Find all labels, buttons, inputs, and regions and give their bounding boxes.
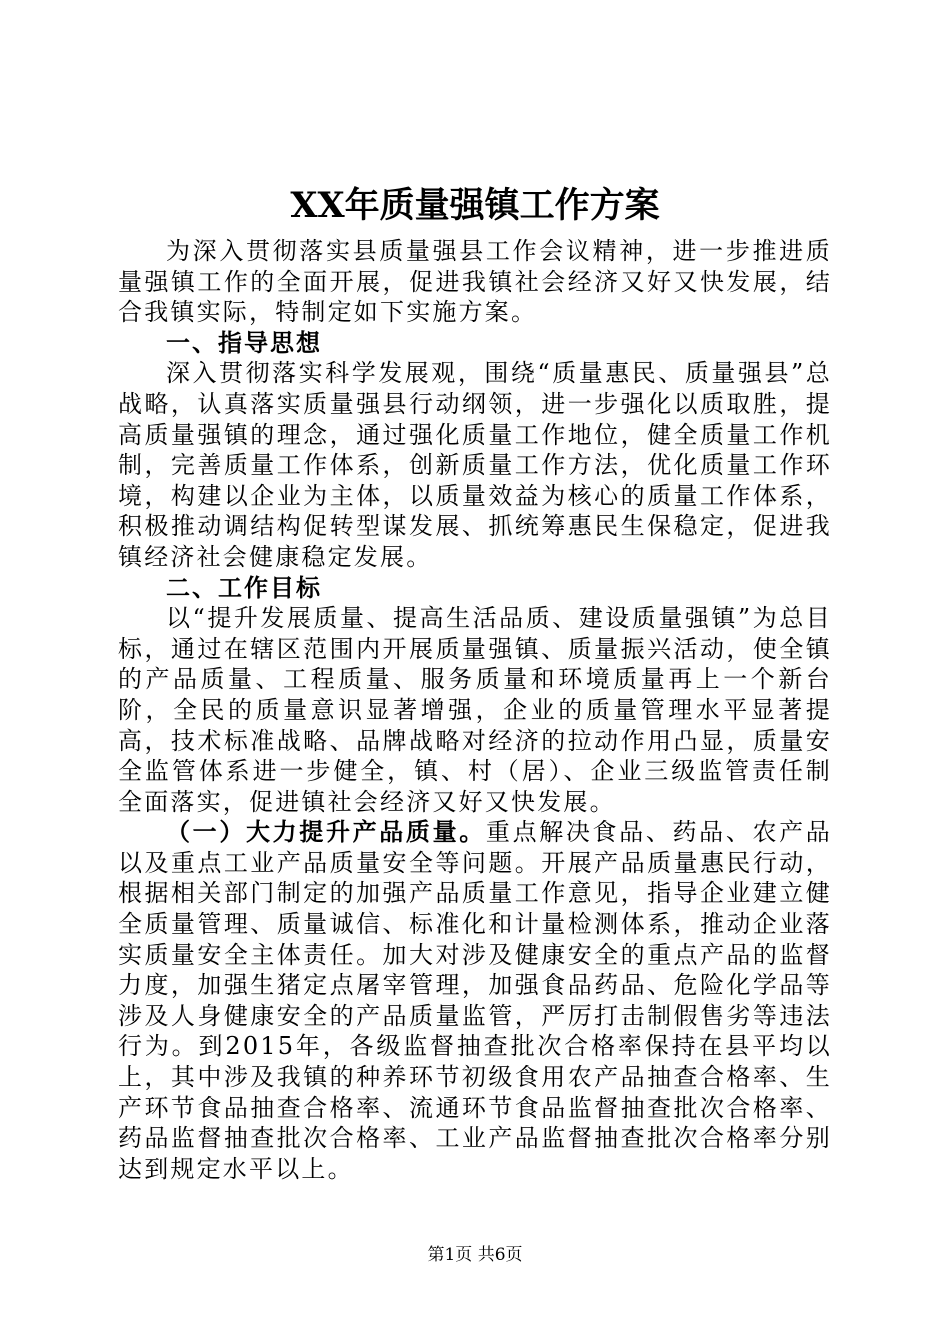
intro-paragraph: 为深入贯彻落实县质量强县工作会议精神，进一步推进质量强镇工作的全面开展，促进我镇社会经济又好又快发展，结合我镇实际，特制定如下实施方案。	[118, 237, 832, 327]
product-quality-paragraph	[118, 817, 832, 1184]
guiding-ideology-paragraph: 深入贯彻落实科学发展观，围绕“质量惠民、质量强县”总战略，认真落实质量强县行动纲领，进一步强化以质取胜，提高质量强镇的理念，通过强化质量工作地位，健全质量工作机制，完善质量工作体系，创新质量工作方法，优化质量工作环境，构建以企业为主体，以质量效益为核心的质量工作体系，积极推动调结构促转型谋发展、抓统筹惠民生保稳定，促进我镇经济社会健康稳定发展。	[118, 359, 832, 571]
section-heading-work-goals: 二、工作目标	[166, 573, 322, 602]
section-heading-guiding-ideology: 一、指导思想	[166, 328, 322, 357]
product-quality-lead: （一）大力提升产品质量。	[166, 818, 486, 847]
document-body	[118, 236, 832, 1184]
page-number: 第1页 共6页	[427, 1245, 523, 1265]
work-goals-paragraph: 以“提升发展质量、提高生活品质、建设质量强镇”为总目标，通过在辖区范围内开展质量强镇、质量振兴活动，使全镇的产品质量、工程质量、服务质量和环境质量再上一个新台阶，全民的质量意识显著增强，企业的质量管理水平显著提高，技术标准战略、品牌战略对经济的拉动作用凸显，质量安全监管体系进一步健全，镇、村（居）、企业三级监管责任制全面落实，促进镇社会经济又好又快发展。	[118, 604, 832, 816]
product-quality-body: 重点解决食品、药品、农产品以及重点工业产品质量安全等问题。开展产品质量惠民行动，根据相关部门制定的加强产品质量工作意见，指导企业建立健全质量管理、质量诚信、标准化和计量检测体系，推动企业落实质量安全主体责任。加大对涉及健康安全的重点产品的监督力度，加强生猪定点屠宰管理，加强食品药品、危险化学品等涉及人身健康安全的产品质量监管，严厉打击制假售劣等违法行为。到2015年，各级监督抽查批次合格率保持在县平均以上，其中涉及我镇的种养环节初级食用农产品抽查合格率、生产环节食品抽查合格率、流通环节食品监督抽查批次合格率、药品监督抽查批次合格率、工业产品监督抽查批次合格率分别达到规定水平以上。	[118, 818, 832, 1183]
document-title: XX年质量强镇工作方案	[290, 185, 660, 226]
